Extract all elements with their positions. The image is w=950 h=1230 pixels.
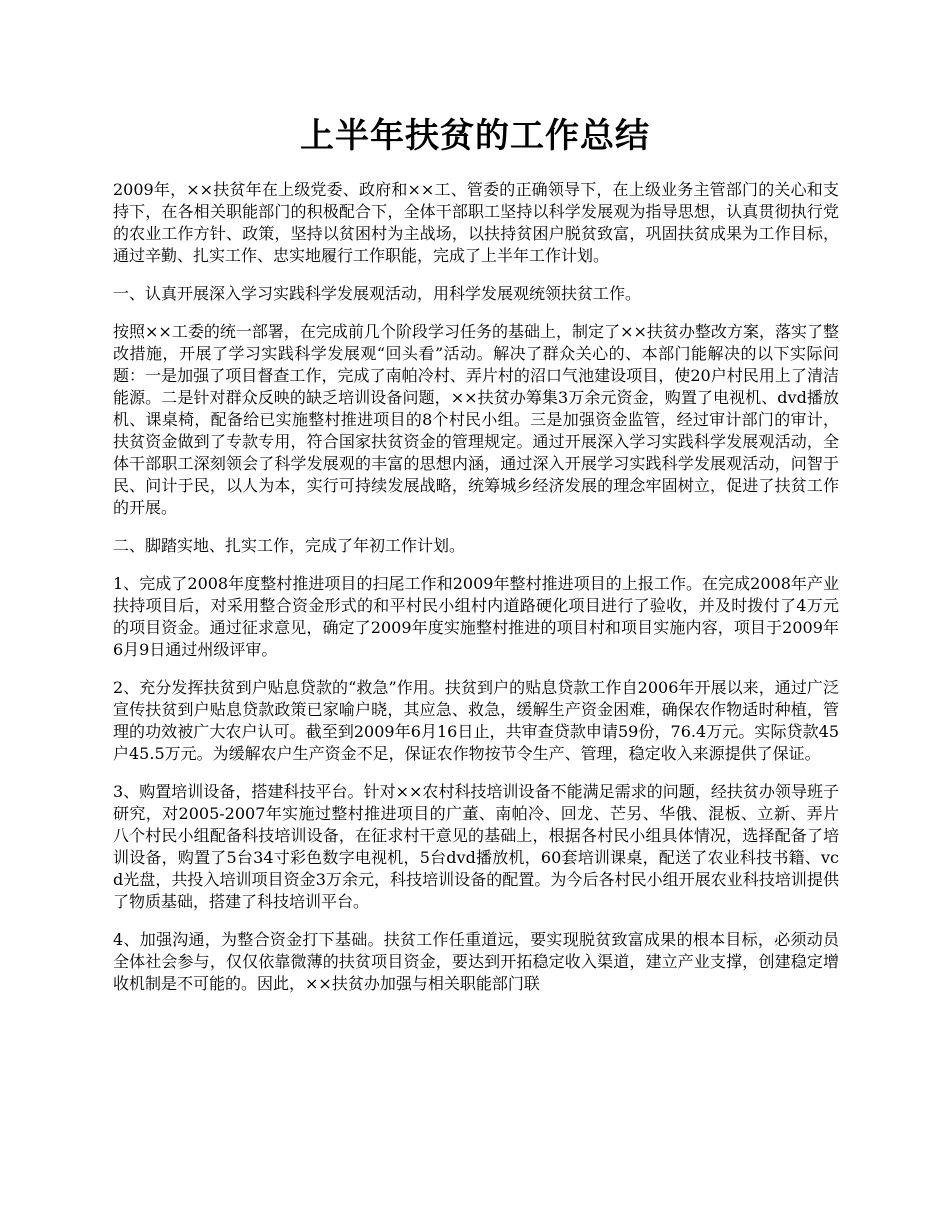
paragraph-item-3: 3、购置培训设备，搭建科技平台。针对××农村科技培训设备不能满足需求的问题，经扶贫办领导班子研究，对2005-2007年实施过整村推进项目的广董、南帕冷、回龙、芒另、华俄、混板、立新、弄片八个村民小组配备科技培训设备，在征求村干意见的基础上，根据各村民小组具体情况，选择配备了培训设备，购置了5台34寸彩色数字电视机，5台dvd播放机，60套培训课桌，配送了农业科技书籍、vcd光盘，共投入培训项目资金3万余元，科技培训设备的配置。为今后各村民小组开展农业科技培训提供了物质基础，搭建了科技培训平台。 bbox=[113, 782, 839, 911]
paragraph-section-1: 按照××工委的统一部署，在完成前几个阶段学习任务的基础上，制定了××扶贫办整改方案，落实了整改措施，开展了学习实践科学发展观“回头看”活动。解决了群众关心的、本部门能解决的以下实际问题：一是加强了项目督查工作，完成了南帕冷村、弄片村的沼口气池建设项目，使20户村民用上了清洁能源。二是针对群众反映的缺乏培训设备问题，××扶贫办筹集3万余元资金，购置了电视机、dvd播放机、课桌椅，配备给已实施整村推进项目的8个村民小组。三是加强资金监管，经过审计部门的审计，扶贫资金做到了专款专用，符合国家扶贫资金的管理规定。通过开展深入学习实践科学发展观活动，全体干部职工深刻领会了科学发展观的丰富的思想内涵，通过深入开展学习实践科学发展观活动，问智于民、问计于民，以人为本，实行可持续发展战略，统筹城乡经济发展的理念牢固树立，促进了扶贫工作的开展。 bbox=[113, 322, 839, 517]
paragraph-item-1: 1、完成了2008年度整村推进项目的扫尾工作和2009年整村推进项目的上报工作。在完成2008年产业扶持项目后，对采用整合资金形式的和平村民小组村内道路硬化项目进行了验收，并及时拨付了4万元的项目资金。通过征求意见，确定了2009年度实施整村推进的项目村和项目实施内容，项目于2009年6月9日通过州级评审。 bbox=[113, 574, 839, 659]
document-title: 上半年扶贫的工作总结 bbox=[300, 116, 650, 156]
paragraph-item-2: 2、充分发挥扶贫到户贴息贷款的“救急”作用。扶贫到户的贴息贷款工作自2006年开展以来，通过广泛宣传扶贫到户贴息贷款政策已家喻户晓，其应急、救急，缓解生产资金困难，确保农作物适时种植，管理的功效被广大农户认可。截至到2009年6月16日止，共审查贷款申请59份，76.4万元。实际贷款45户45.5万元。为缓解农户生产资金不足，保证农作物按节令生产、管理，稳定收入来源提供了保证。 bbox=[113, 678, 839, 763]
paragraph-item-4: 4、加强沟通，为整合资金打下基础。扶贫工作任重道远，要实现脱贫致富成果的根本目标，必须动员全体社会参与，仅仅依靠微薄的扶贫项目资金，要达到开拓稳定收入渠道，建立产业支撑，创建稳定增收机制是不可能的。因此，××扶贫办加强与相关职能部门联 bbox=[113, 930, 839, 993]
section-heading-1: 一、认真开展深入学习实践科学发展观活动，用科学发展观统领扶贫工作。 bbox=[113, 284, 642, 303]
document-body bbox=[113, 179, 839, 1011]
section-heading-2: 二、脚踏实地、扎实工作，完成了年初工作计划。 bbox=[113, 536, 466, 555]
paragraph-intro: 2009年，××扶贫年在上级党委、政府和××工、管委的正确领导下，在上级业务主管部门的关心和支持下，在各相关职能部门的积极配合下，全体干部职工坚持以科学发展观为指导思想，认真贯彻执行党的农业工作方针、政策，坚持以贫困村为主战场，以扶持贫困户脱贫致富，巩固扶贫成果为工作目标，通过辛勤、扎实工作、忠实地履行工作职能，完成了上半年工作计划。 bbox=[113, 180, 839, 265]
